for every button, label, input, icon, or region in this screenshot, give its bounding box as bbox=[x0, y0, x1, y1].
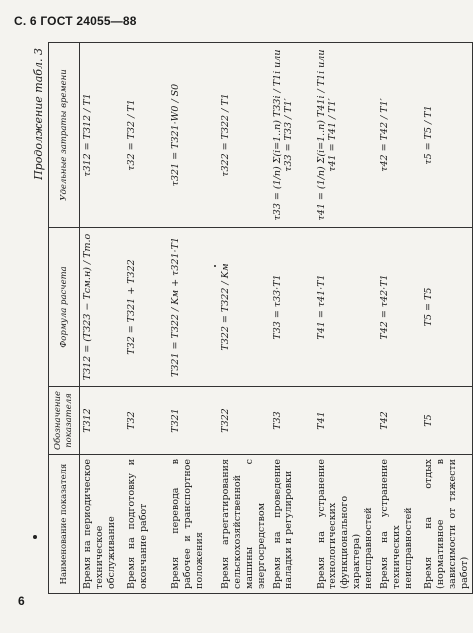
table-row bbox=[377, 43, 421, 594]
cell-formula: T312 = (T323 − Tсм.н) / Tт.о bbox=[80, 228, 125, 387]
cell-symbol: T41 bbox=[314, 387, 377, 455]
cell-symbol: T32 bbox=[124, 387, 168, 455]
cell-name: Время на подготовку и окончание работ bbox=[124, 455, 168, 594]
cell-formula: T5 = T5 bbox=[421, 228, 473, 387]
cell-formula: T42 = τ42·T1 bbox=[377, 228, 421, 387]
cell-time-cost: τ42 = T42 / T1′ bbox=[377, 43, 421, 228]
cell-time-cost: τ5 = T5 / T1 bbox=[421, 43, 473, 228]
table-header bbox=[49, 43, 80, 594]
cell-symbol: T5 bbox=[421, 387, 473, 455]
table-row bbox=[218, 43, 270, 594]
cell-formula: T321 = T322 / Kм + τ321·T1 bbox=[168, 228, 218, 387]
cell-name: Время на устранение технологических (функционального характера) неисправностей bbox=[314, 455, 377, 594]
cell-formula: T32 = T321 + T322 bbox=[124, 228, 168, 387]
table-row bbox=[168, 43, 218, 594]
parameters-table bbox=[48, 42, 473, 594]
table-row bbox=[80, 43, 125, 594]
cell-formula: T41 = τ41·T1 bbox=[314, 228, 377, 387]
cell-name: Время на устранение технических неисправностей bbox=[377, 455, 421, 594]
ink-speck bbox=[214, 265, 216, 267]
cell-time-cost: τ41 = (1/n) Σ(i=1..n) T41i / T1i или τ41 = T41 / T1′ bbox=[314, 43, 377, 228]
cell-symbol: T33 bbox=[270, 387, 314, 455]
cell-symbol: T42 bbox=[377, 387, 421, 455]
cell-name: Время агрегатирования сельскохозяйственной машины с энергосредством bbox=[218, 455, 270, 594]
column-header-formula: Формула расчета bbox=[49, 228, 80, 387]
table-row bbox=[124, 43, 168, 594]
rotated-table-block bbox=[32, 42, 470, 594]
cell-name: Время перевода в рабочее и транспортное положения bbox=[168, 455, 218, 594]
cell-symbol: T312 bbox=[80, 387, 125, 455]
cell-name: Время на проведение наладки и регулировки bbox=[270, 455, 314, 594]
table-row bbox=[421, 43, 473, 594]
table-row bbox=[314, 43, 377, 594]
table-row bbox=[270, 43, 314, 594]
cell-formula: T322 = T322 / Kм bbox=[218, 228, 270, 387]
table-continuation-caption: Продолжение табл. 3 bbox=[32, 48, 45, 180]
column-header-time-cost: Удельные затраты времени bbox=[49, 43, 80, 228]
page-header: С. 6 ГОСТ 24055—88 bbox=[14, 14, 137, 28]
cell-time-cost: τ321 = T321·W0 / S0 bbox=[168, 43, 218, 228]
cell-time-cost: τ33 = (1/n) Σ(i=1..n) T33i / T1i или τ33 = T33 / T1′ bbox=[270, 43, 314, 228]
cell-symbol: T322 bbox=[218, 387, 270, 455]
cell-name: Время на отдых (нормативное в зависимости от тяжести работ) bbox=[421, 455, 473, 594]
cell-time-cost: τ322 = T322 / T1 bbox=[218, 43, 270, 228]
cell-formula: T33 = τ33·T1 bbox=[270, 228, 314, 387]
cell-time-cost: τ32 = T32 / T1 bbox=[124, 43, 168, 228]
ink-speck bbox=[33, 535, 37, 539]
column-header-symbol: Обозначение показателя bbox=[49, 387, 80, 455]
page-number: 6 bbox=[18, 594, 25, 608]
cell-symbol: T321 bbox=[168, 387, 218, 455]
cell-time-cost: τ312 = T312 / T1 bbox=[80, 43, 125, 228]
column-header-name: Наименование показателя bbox=[49, 455, 80, 594]
cell-name: Время на периодическое техническое обслуживание bbox=[80, 455, 125, 594]
